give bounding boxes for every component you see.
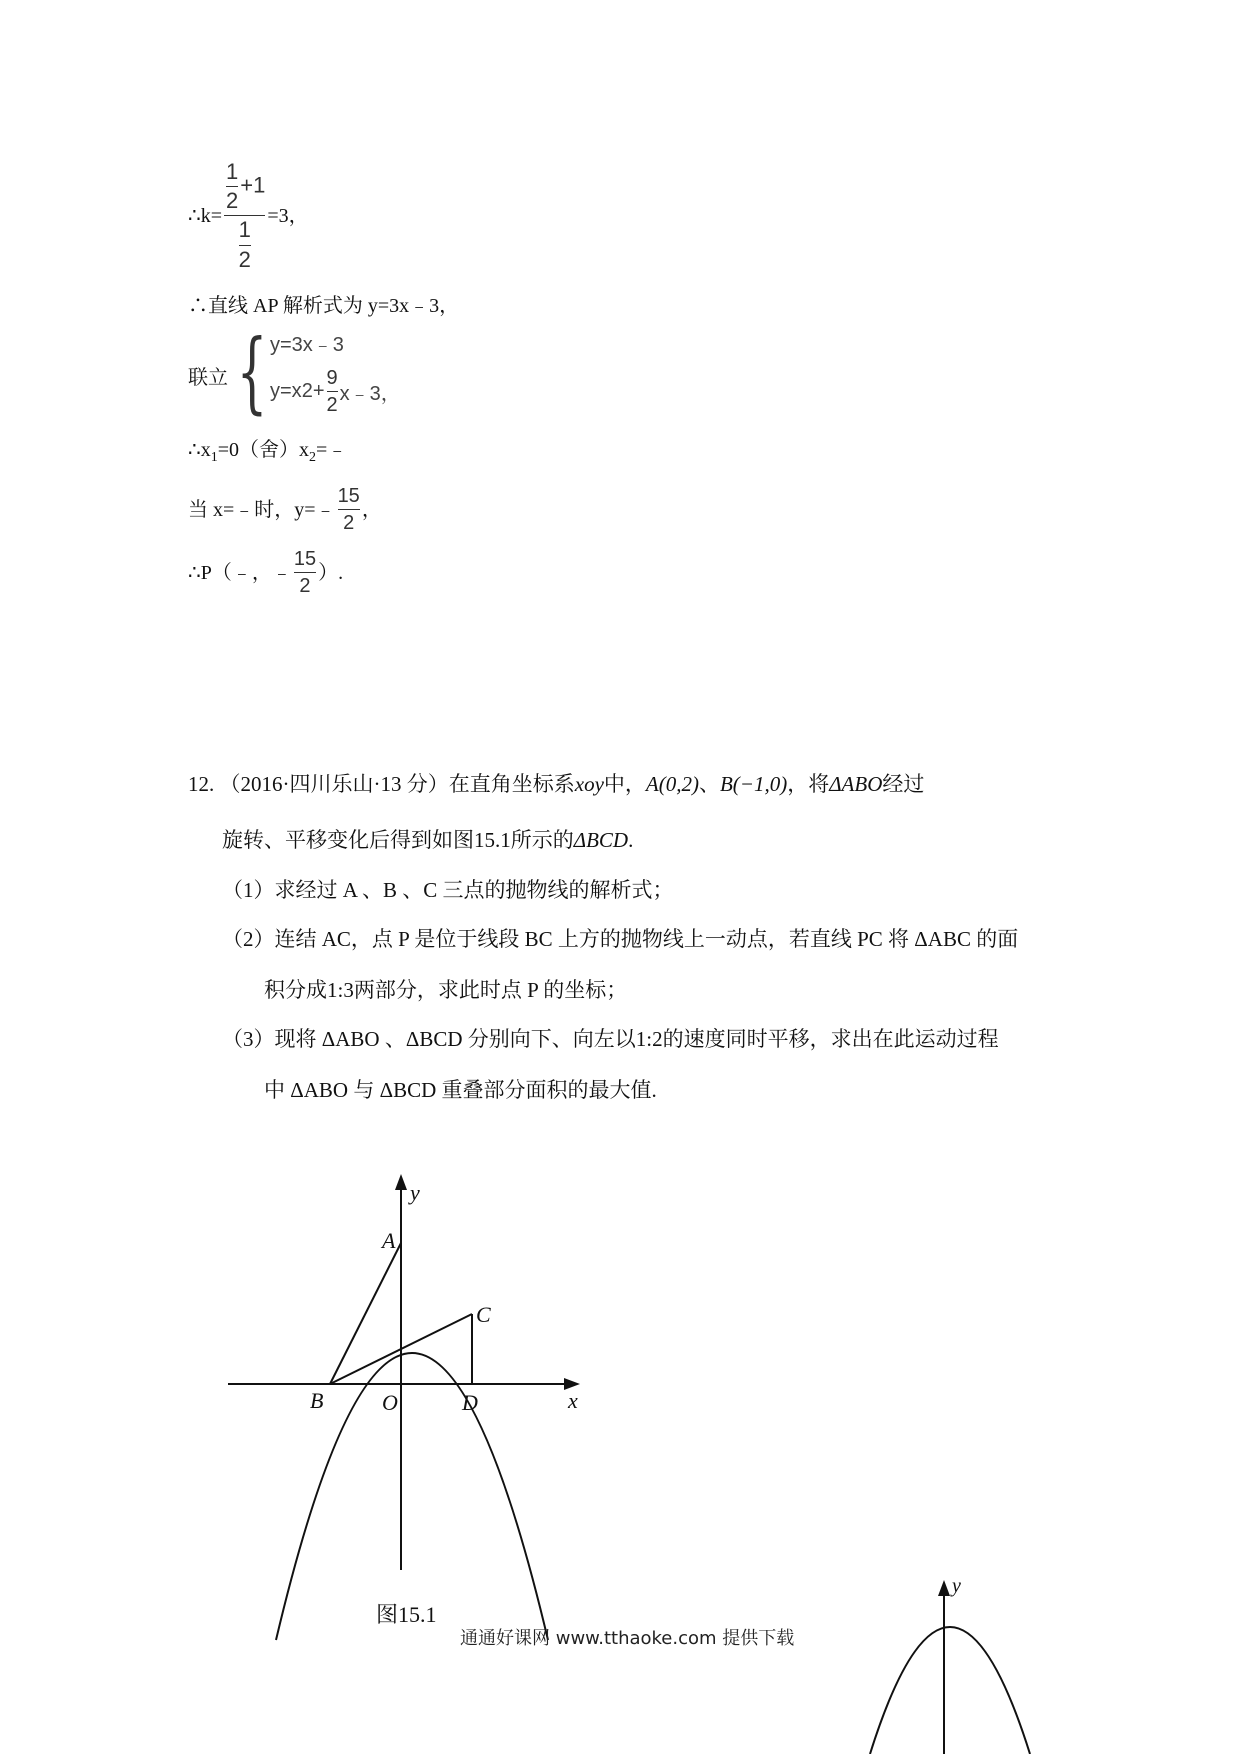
roots-part-b: =0（舍）x <box>217 439 310 461</box>
roots-part-a: ∴x <box>188 439 211 461</box>
question-3-line-2: 中 ΔABO 与 ΔBCD 重叠部分面积的最大值. <box>264 1078 657 1102</box>
math-point-a: A(0,2) <box>645 772 699 796</box>
k-result: =3， <box>267 204 309 227</box>
second-y-axis-arrow-icon <box>938 1580 950 1596</box>
question-3-line-1: （3）现将 ΔABO 、ΔBCD 分别向下、向左以1:2的速度同时平移，求出在此运动过程 <box>222 1027 999 1051</box>
p-text: ∴P（﹣，﹣ <box>188 561 292 584</box>
brace-icon: { <box>236 320 268 423</box>
y-axis-arrow-icon <box>395 1174 407 1190</box>
k-den-num: 1 <box>238 217 251 243</box>
when-frac-den: 2 <box>343 512 355 534</box>
p-end: ）. <box>318 561 344 584</box>
p-frac-num: 15 <box>293 548 317 570</box>
label-d: D <box>462 1390 478 1415</box>
footer-watermark: 通通好课网 www.tthaoke.com 提供下载 <box>460 1628 795 1649</box>
roots-part-c: =﹣ <box>316 439 348 461</box>
eq2-frac-num: 9 <box>326 367 338 389</box>
line-ap-text: ∴直线 AP 解析式为 y=3x﹣3， <box>188 295 460 317</box>
problem-text: 经过 <box>882 772 925 796</box>
math-xoy: xoy <box>574 772 604 796</box>
label-c: C <box>476 1302 491 1327</box>
system-eq-1: y=3x﹣3 <box>270 334 344 356</box>
problem-number: 12. <box>188 772 215 796</box>
label-b: B <box>310 1388 324 1413</box>
when-frac-num: 15 <box>337 485 360 507</box>
eq2-part-a: y=x <box>270 380 302 402</box>
question-2-line-2: 积分成1:3两部分，求此时点 P 的坐标； <box>264 978 628 1002</box>
problem-text: 、 <box>698 772 720 796</box>
figure-caption: 图15.1 <box>376 1602 437 1627</box>
k-plus-one: +1 <box>240 172 266 198</box>
label-y: y <box>410 1180 420 1205</box>
roots-sub-2: 2 <box>309 450 317 465</box>
problem-source: （2016·四川乐山·13 分） <box>219 772 449 796</box>
problem-text: 旋转、平移变化后得到如图15.1所示的 <box>222 828 574 852</box>
p-frac-den: 2 <box>299 575 311 597</box>
math-triangle-bcd: ΔBCD <box>573 828 629 852</box>
when-text: 当 x=﹣时，y=﹣ <box>188 498 336 521</box>
second-parabola-curve <box>870 1627 1030 1754</box>
k-prefix: ∴k= <box>188 204 223 227</box>
lianli-label: 联立 <box>188 367 228 389</box>
eq2-plus: + <box>312 380 325 402</box>
eq2-part-c: x﹣3 <box>339 383 381 405</box>
label-o: O <box>382 1390 398 1415</box>
problem-text: 在直角坐标系 <box>448 772 575 796</box>
k-den-den: 2 <box>238 246 251 272</box>
math-triangle-abo: ΔABO <box>829 772 883 796</box>
k-inner-num: 1 <box>226 159 239 184</box>
segment-ab <box>330 1243 401 1384</box>
problem-text: . <box>628 828 634 852</box>
problem-text: ，将 <box>787 772 830 796</box>
second-label-y: y <box>952 1575 961 1597</box>
roots-sub-1: 1 <box>210 450 218 465</box>
math-point-b: B(−1,0) <box>719 772 788 796</box>
question-1: （1）求经过 A 、B 、C 三点的抛物线的解析式； <box>222 878 674 902</box>
label-x: x <box>568 1388 578 1413</box>
eq2-exponent: 2 <box>301 380 313 402</box>
eq2-frac-den: 2 <box>326 394 338 416</box>
k-inner-den: 2 <box>226 188 239 214</box>
question-2-line-1: （2）连结 AC，点 P 是位于线段 BC 上方的抛物线上一动点，若直线 PC 将 ΔABC 的面 <box>222 927 1019 951</box>
when-end: ， <box>361 498 382 521</box>
problem-text: 中， <box>603 772 646 796</box>
label-a: A <box>382 1228 396 1253</box>
eq2-end: ， <box>380 383 401 405</box>
